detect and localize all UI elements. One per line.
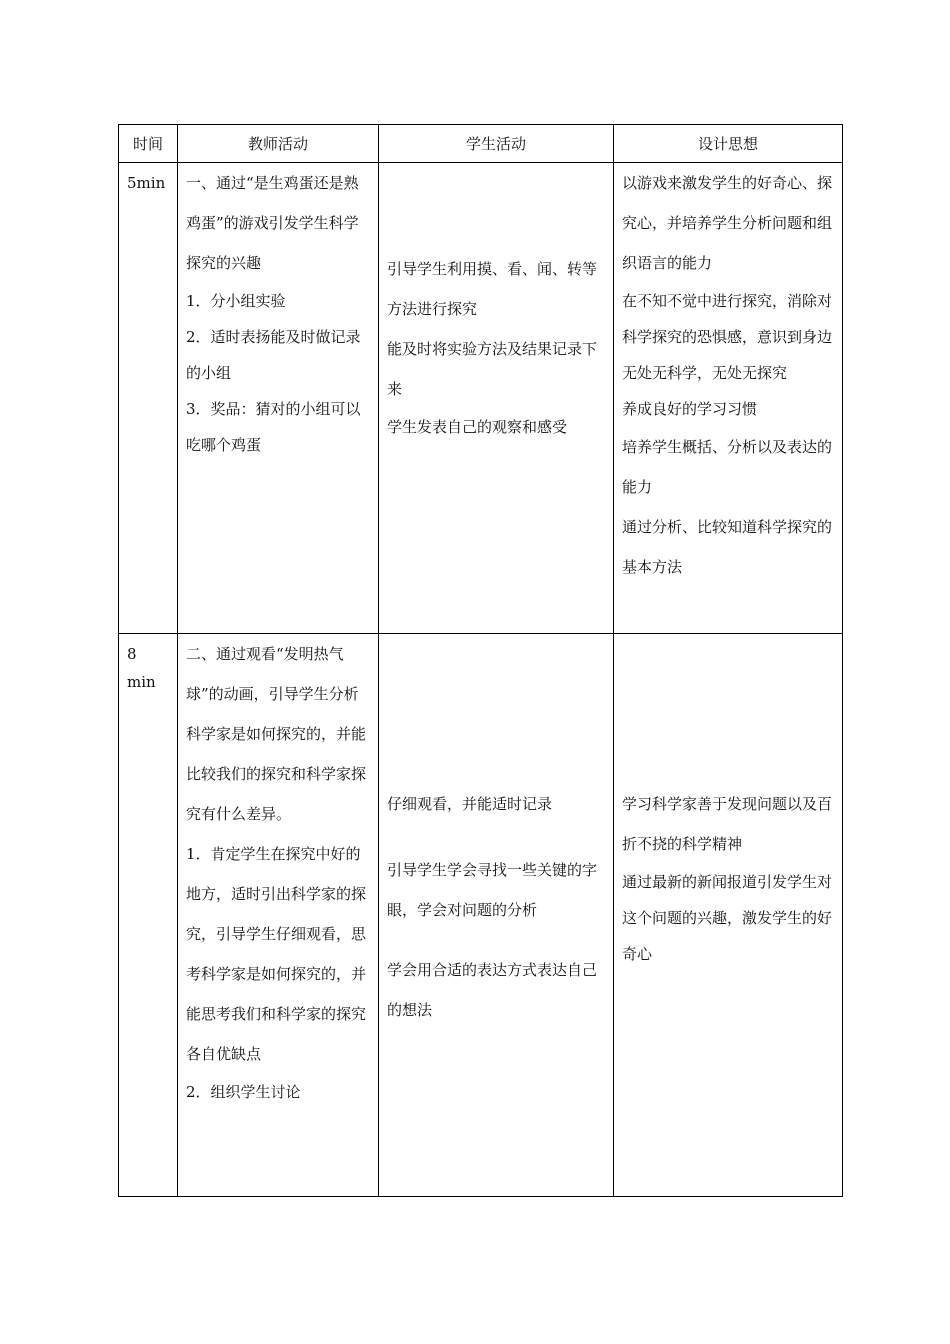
- student-text: 能及时将实验方法及结果记录下来: [387, 340, 598, 398]
- cell-design: [614, 163, 843, 634]
- header-student-activity: 学生活动: [379, 125, 614, 163]
- cell-student: [379, 634, 614, 1197]
- table-row: [119, 634, 843, 1197]
- student-text: 学生发表自己的观察和感受: [387, 418, 568, 436]
- cell-time: [119, 163, 178, 634]
- teacher-text: 1．肯定学生在探究中好的地方，适时引出科学家的探究，引导学生仔细观看，思考科学家是如何探究的，并能思考我们和科学家的探究各自优缺点: [186, 845, 367, 1063]
- cell-time: [119, 634, 178, 1197]
- time-text: min: [127, 673, 156, 691]
- design-text: 这个问题的兴趣，激发学生的好奇心: [622, 909, 833, 963]
- time-text: 5min: [127, 174, 166, 192]
- teacher-text: 1．分小组实验: [186, 292, 286, 310]
- student-text: 引导学生学会寻找一些关键的字眼，学会对问题的分析: [387, 861, 598, 919]
- header-teacher-activity: 教师活动: [178, 125, 379, 163]
- cell-design: [614, 634, 843, 1197]
- design-text: 在不知不觉中进行探究，消除对科学探究的恐惧感，意识到身边无处无科学，无处无探究: [622, 292, 833, 382]
- table-row: [119, 163, 843, 634]
- teacher-text: 二、通过观看“发明热气球”的动画，引导学生分析科学家是如何探究的，并能比较我们的探究和科学家探究有什么差异。: [186, 645, 367, 823]
- teacher-text: 2．组织学生讨论: [186, 1083, 301, 1101]
- design-text: 以游戏来激发学生的好奇心、探究心，并培养学生分析问题和组织语言的能力: [622, 174, 833, 272]
- table-header-row: [119, 125, 843, 163]
- design-text: 通过最新的新闻报道引发学生对: [622, 873, 833, 891]
- teacher-text: 3．奖品：猜对的小组可以吃哪个鸡蛋: [186, 400, 361, 454]
- time-text: 8: [127, 645, 137, 663]
- design-text: 通过分析、比较知道科学探究的基本方法: [622, 518, 833, 576]
- teacher-text: 一、通过“是生鸡蛋还是熟鸡蛋”的游戏引发学生科学探究的兴趣: [186, 174, 359, 272]
- student-text: 引导学生利用摸、看、闻、转等方法进行探究: [387, 260, 598, 318]
- header-design-idea: 设计思想: [614, 125, 843, 163]
- teacher-text: 2．适时表扬能及时做记录的小组: [186, 328, 361, 382]
- lesson-plan-table: [118, 124, 843, 1197]
- design-text: 养成良好的学习习惯: [622, 400, 758, 418]
- design-text: 培养学生概括、分析以及表达的能力: [622, 438, 833, 496]
- cell-student: [379, 163, 614, 634]
- design-text: 学习科学家善于发现问题以及百折不挠的科学精神: [622, 795, 833, 853]
- cell-teacher: [178, 163, 379, 634]
- student-text: 仔细观看，并能适时记录: [387, 795, 553, 813]
- student-text: 学会用合适的表达方式表达自己的想法: [387, 961, 598, 1019]
- header-time: 时间: [119, 125, 178, 163]
- cell-teacher: [178, 634, 379, 1197]
